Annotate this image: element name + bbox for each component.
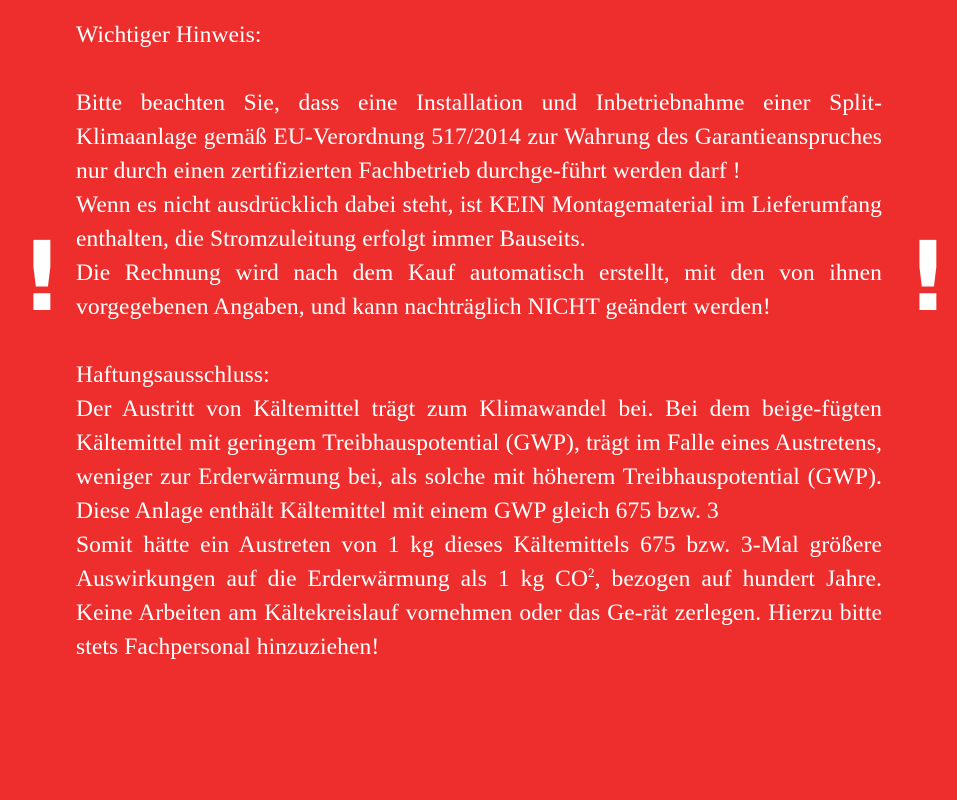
exclamation-right-icon: ! xyxy=(906,221,950,333)
notice-paragraph-installation: Bitte beachten Sie, dass eine Installation und Inbetriebnahme einer Split-Klimaanlage gemäß EU-Verordnung 517/2014 zur Wahrung des Garantieanspruches nur durch einen zertifizierten Fachbetrieb durchge-führt werden darf ! xyxy=(76,90,882,184)
notice-paragraph-material: Wenn es nicht ausdrücklich dabei steht, ist KEIN Montagematerial im Lieferumfang enthalten, die Stromzuleitung erfolgt immer Bauseits. xyxy=(76,192,882,252)
co2-subscript: 2 xyxy=(588,565,595,581)
notice-block xyxy=(76,18,882,664)
exclamation-left-icon: ! xyxy=(20,221,64,333)
notice-title: Wichtiger Hinweis: xyxy=(76,22,262,48)
disclaimer-paragraph-impact xyxy=(76,528,882,664)
disclaimer-title: Haftungsausschluss: xyxy=(76,362,270,388)
disclaimer-impact-text: Somit hätte ein Austreten von 1 kg dieses Kältemittels 675 bzw. 3-Mal größere Auswirkungen auf die Erderwärmung als 1 kg CO xyxy=(76,532,882,592)
spacer xyxy=(76,52,882,86)
disclaimer-paragraph-refrigerant: Der Austritt von Kältemittel trägt zum Klimawandel bei. Bei dem beige-fügten Kältemittel mit geringem Treibhauspotential (GWP), trägt im Falle eines Austretens, weniger zur Erderwärmung bei, als solche mit höherem Treibhauspotential (GWP). Diese Anlage enthält Kältemittel mit einem GWP gleich 675 bzw. 3 xyxy=(76,396,882,524)
disclaimer-impact-text-end: , bezogen auf hundert Jahre. Keine Arbeiten am Kältekreislauf vornehmen oder das Ge-rät zerlegen. Hierzu bitte stets Fachpersonal hinzuziehen! xyxy=(76,566,882,660)
spacer xyxy=(76,324,882,358)
notice-paragraph-invoice: Die Rechnung wird nach dem Kauf automatisch erstellt, mit den von ihnen vorgegebenen Angaben, und kann nachträglich NICHT geändert werden! xyxy=(76,260,882,320)
